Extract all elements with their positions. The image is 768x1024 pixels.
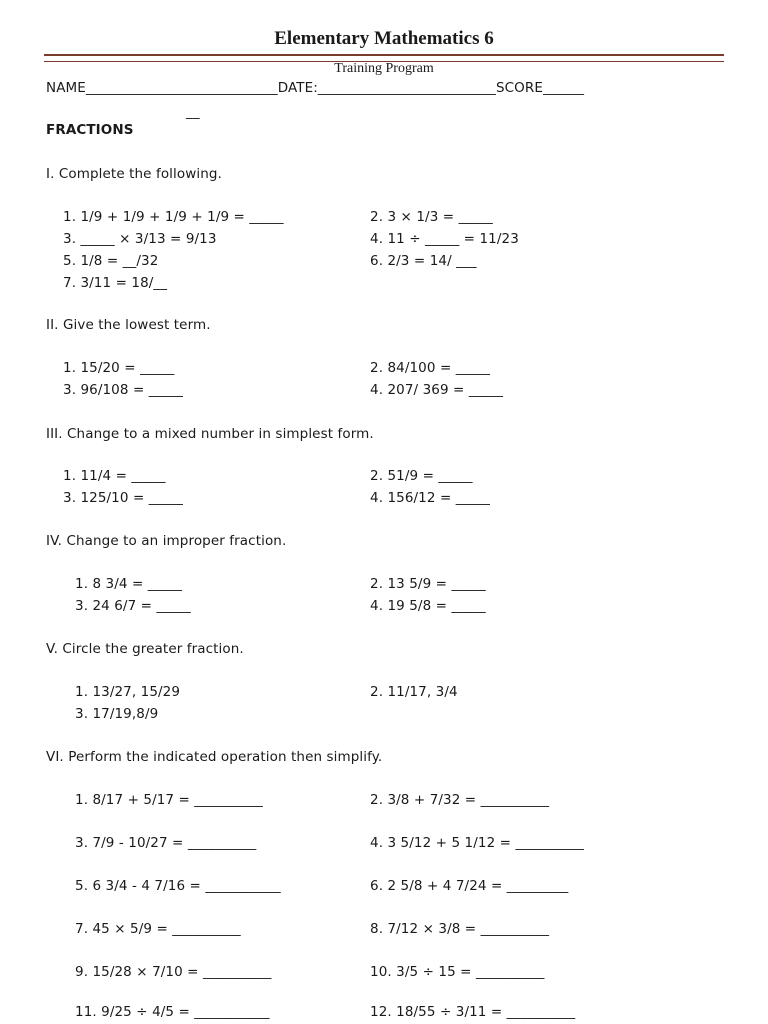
question-item: 5. 1/8 = __/32 xyxy=(63,253,159,269)
question-item: 4. 3 5/12 + 5 1/12 = __________ xyxy=(370,835,584,851)
question-item: 4. 156/12 = _____ xyxy=(370,490,491,506)
section-heading: II. Give the lowest term. xyxy=(46,317,211,333)
question-item: 8. 7/12 × 3/8 = __________ xyxy=(370,921,550,937)
question-item: 3. 7/9 - 10/27 = __________ xyxy=(75,835,257,851)
question-item: 3. 125/10 = _____ xyxy=(63,490,184,506)
section-heading: III. Change to a mixed number in simplest form. xyxy=(46,426,374,442)
worksheet-title: Elementary Mathematics 6 xyxy=(274,28,494,49)
section-heading: VI. Perform the indicated operation then simplify. xyxy=(46,749,383,765)
question-item: 3. _____ × 3/13 = 9/13 xyxy=(63,231,217,247)
question-item: 4. 207/ 369 = _____ xyxy=(370,382,504,398)
question-item: 2. 3/8 + 7/32 = __________ xyxy=(370,792,550,808)
question-item: 9. 15/28 × 7/10 = __________ xyxy=(75,964,272,980)
name-date-score-line: NAME____________________________DATE:__________________________SCORE______ xyxy=(46,80,585,96)
question-item: 1. 11/4 = _____ xyxy=(63,468,166,484)
question-item: 4. 19 5/8 = _____ xyxy=(370,598,486,614)
question-item: 7. 3/11 = 18/__ xyxy=(63,275,168,291)
question-item: 3. 24 6/7 = _____ xyxy=(75,598,191,614)
section-heading: V. Circle the greater fraction. xyxy=(46,641,244,657)
question-item: 1. 8/17 + 5/17 = __________ xyxy=(75,792,263,808)
question-item: 6. 2 5/8 + 4 7/24 = _________ xyxy=(370,878,569,894)
question-item: 2. 11/17, 3/4 xyxy=(370,684,458,700)
question-item: 1. 13/27, 15/29 xyxy=(75,684,181,700)
question-item: 10. 3/5 ÷ 15 = __________ xyxy=(370,964,545,980)
question-item: 1. 15/20 = _____ xyxy=(63,360,175,376)
question-item: 6. 2/3 = 14/ ___ xyxy=(370,253,477,269)
question-item: 5. 6 3/4 - 4 7/16 = ___________ xyxy=(75,878,281,894)
worksheet-subtitle: Training Program xyxy=(334,61,434,76)
name-line-continuation: __ xyxy=(186,104,200,120)
question-item: 2. 84/100 = _____ xyxy=(370,360,491,376)
section-heading: IV. Change to an improper fraction. xyxy=(46,533,287,549)
question-item: 12. 18/55 ÷ 3/11 = __________ xyxy=(370,1004,576,1020)
question-item: 1. 1/9 + 1/9 + 1/9 + 1/9 = _____ xyxy=(63,209,284,225)
question-item: 2. 51/9 = _____ xyxy=(370,468,473,484)
question-item: 1. 8 3/4 = _____ xyxy=(75,576,183,592)
question-item: 2. 3 × 1/3 = _____ xyxy=(370,209,493,225)
question-item: 11. 9/25 ÷ 4/5 = ___________ xyxy=(75,1004,270,1020)
question-item: 2. 13 5/9 = _____ xyxy=(370,576,486,592)
section-heading: I. Complete the following. xyxy=(46,166,222,182)
topic-heading: FRACTIONS xyxy=(46,122,134,138)
question-item: 3. 17/19,8/9 xyxy=(75,706,159,722)
question-item: 7. 45 × 5/9 = __________ xyxy=(75,921,241,937)
question-item: 3. 96/108 = _____ xyxy=(63,382,184,398)
question-item: 4. 11 ÷ _____ = 11/23 xyxy=(370,231,519,247)
